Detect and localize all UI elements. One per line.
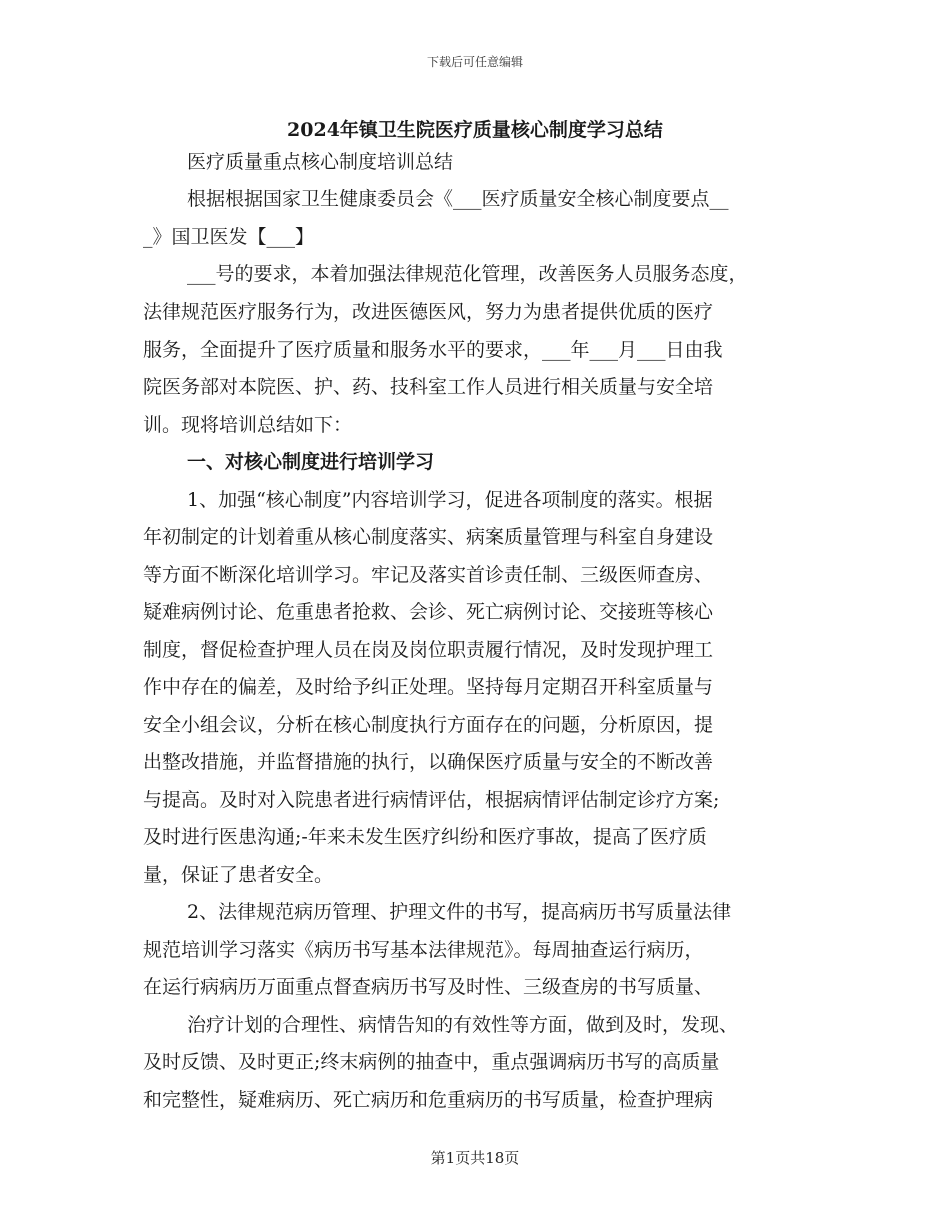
paragraph-line: 1、加强“核心制度”内容培训学习，促进各项制度的落实。根据 xyxy=(187,489,713,511)
paragraph-line: 2、法律规范病历管理、护理文件的书写，提高病历书写质量法律 xyxy=(187,901,732,923)
page-footer: 第1页共18页 xyxy=(430,1149,520,1167)
paragraph-line: 作中存在的偏差，及时给予纠正处理。坚持每月定期召开科室质量与 xyxy=(143,676,714,698)
paragraph-line: 服务，全面提升了医疗质量和服务水平的要求，___年___月___日由我 xyxy=(143,339,723,361)
paragraph-line: 根据根据国家卫生健康委员会《___医疗质量安全核心制度要点__ xyxy=(187,188,729,210)
paragraph-line: 量，保证了患者安全。 xyxy=(143,864,334,886)
paragraph-line: 法律规范医疗服务行为，改进医德医风，努力为患者提供优质的医疗 xyxy=(143,301,714,323)
paragraph-line: 及时进行医患沟通;-年来未发生医疗纠纷和医疗事故，提高了医疗质 xyxy=(143,826,707,848)
paragraph-line: ___号的要求，本着加强法律规范化管理，改善医务人员服务态度， xyxy=(187,263,748,285)
document-title: 2024年镇卫生院医疗质量核心制度学习总结 xyxy=(287,119,663,141)
section-heading: 一、对核心制度进行培训学习 xyxy=(187,451,435,473)
paragraph-line: 医疗质量重点核心制度培训总结 xyxy=(187,151,454,173)
paragraph-line: 规范培训学习落实《病历书写基本法律规范》。每周抽查运行病历， xyxy=(143,939,704,961)
paragraph-line: 和完整性，疑难病历、死亡病历和危重病历的书写质量，检查护理病 xyxy=(143,1089,714,1111)
paragraph-line: 及时反馈、及时更正;终末病例的抽查中，重点强调病历书写的高质量 xyxy=(143,1051,720,1073)
paragraph-line: 疑难病例讨论、危重患者抢救、会诊、死亡病例讨论、交接班等核心 xyxy=(143,601,714,623)
paragraph-line: 训。现将培训总结如下： xyxy=(143,414,353,436)
paragraph-line: _》国卫医发【___】 xyxy=(143,226,315,248)
paragraph-line: 等方面不断深化培训学习。牢记及落实首诊责任制、三级医师查房、 xyxy=(143,564,714,586)
paragraph-line: 出整改措施，并监督措施的执行，以确保医疗质量与安全的不断改善 xyxy=(143,751,714,773)
header-note: 下载后可任意编辑 xyxy=(426,55,523,69)
paragraph-line: 与提高。及时对入院患者进行病情评估，根据病情评估制定诊疗方案; xyxy=(143,789,720,811)
paragraph-line: 制度，督促检查护理人员在岗及岗位职责履行情况，及时发现护理工 xyxy=(143,639,714,661)
paragraph-line: 院医务部对本院医、护、药、技科室工作人员进行相关质量与安全培 xyxy=(143,376,714,398)
paragraph-line: 在运行病病历万面重点督查病历书写及时性、三级查房的书写质量、 xyxy=(143,976,714,998)
paragraph-line: 年初制定的计划着重从核心制度落实、病案质量管理与科室自身建设 xyxy=(143,526,714,548)
paragraph-line: 安全小组会议，分析在核心制度执行方面存在的问题，分析原因，提 xyxy=(143,714,714,736)
paragraph-line: 治疗计划的合理性、病情告知的有效性等方面，做到及时，发现、 xyxy=(187,1014,739,1036)
